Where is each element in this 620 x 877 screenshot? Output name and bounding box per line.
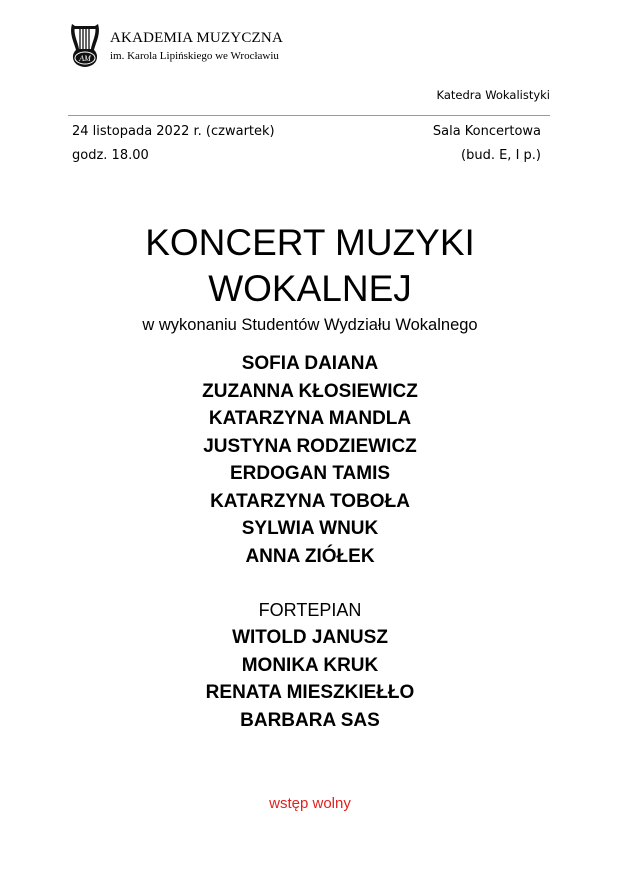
org-name: AKADEMIA MUZYCZNA xyxy=(110,30,283,46)
performer: ERDOGAN TAMIS xyxy=(229,463,391,484)
admission-note: wstęp wolny xyxy=(269,795,351,812)
title-line-1: KONCERT MUZYKI xyxy=(145,222,475,263)
org-subtitle: im. Karola Lipińskiego we Wrocławiu xyxy=(110,50,279,62)
performer: ZUZANNA KŁOSIEWICZ xyxy=(202,380,418,402)
event-venue: Sala Koncertowa xyxy=(432,124,541,139)
lyre-logo-icon xyxy=(68,20,102,70)
performer: ANNA ZIÓŁEK xyxy=(245,545,375,567)
performer-list xyxy=(0,350,620,570)
performer: JUSTYNA RODZIEWICZ xyxy=(203,435,417,457)
performer: SOFIA DAIANA xyxy=(241,353,379,374)
event-date: 24 listopada 2022 r. (czwartek) xyxy=(72,124,275,139)
performer: KATARZYNA MANDLA xyxy=(208,408,412,429)
department: Katedra Wokalistyki xyxy=(436,88,550,102)
page-title xyxy=(0,220,620,312)
performer: SYLWIA WNUK xyxy=(241,518,379,539)
divider xyxy=(68,115,550,116)
svg-text:AM: AM xyxy=(79,54,91,63)
pianist-list xyxy=(0,624,620,734)
pianist: WITOLD JANUSZ xyxy=(232,627,388,648)
piano-label: FORTEPIAN xyxy=(258,600,362,620)
event-venue-detail: (bud. E, I p.) xyxy=(461,148,541,163)
title-line-2: WOKALNEJ xyxy=(208,268,412,309)
event-time: godz. 18.00 xyxy=(72,148,149,163)
pianist: MONIKA KRUK xyxy=(241,654,379,676)
pianist: BARBARA SAS xyxy=(240,709,380,731)
subtitle: w wykonaniu Studentów Wydziału Wokalnego xyxy=(142,316,478,334)
pianist: RENATA MIESZKIEŁŁO xyxy=(205,682,415,703)
performer: KATARZYNA TOBOŁA xyxy=(210,490,410,512)
